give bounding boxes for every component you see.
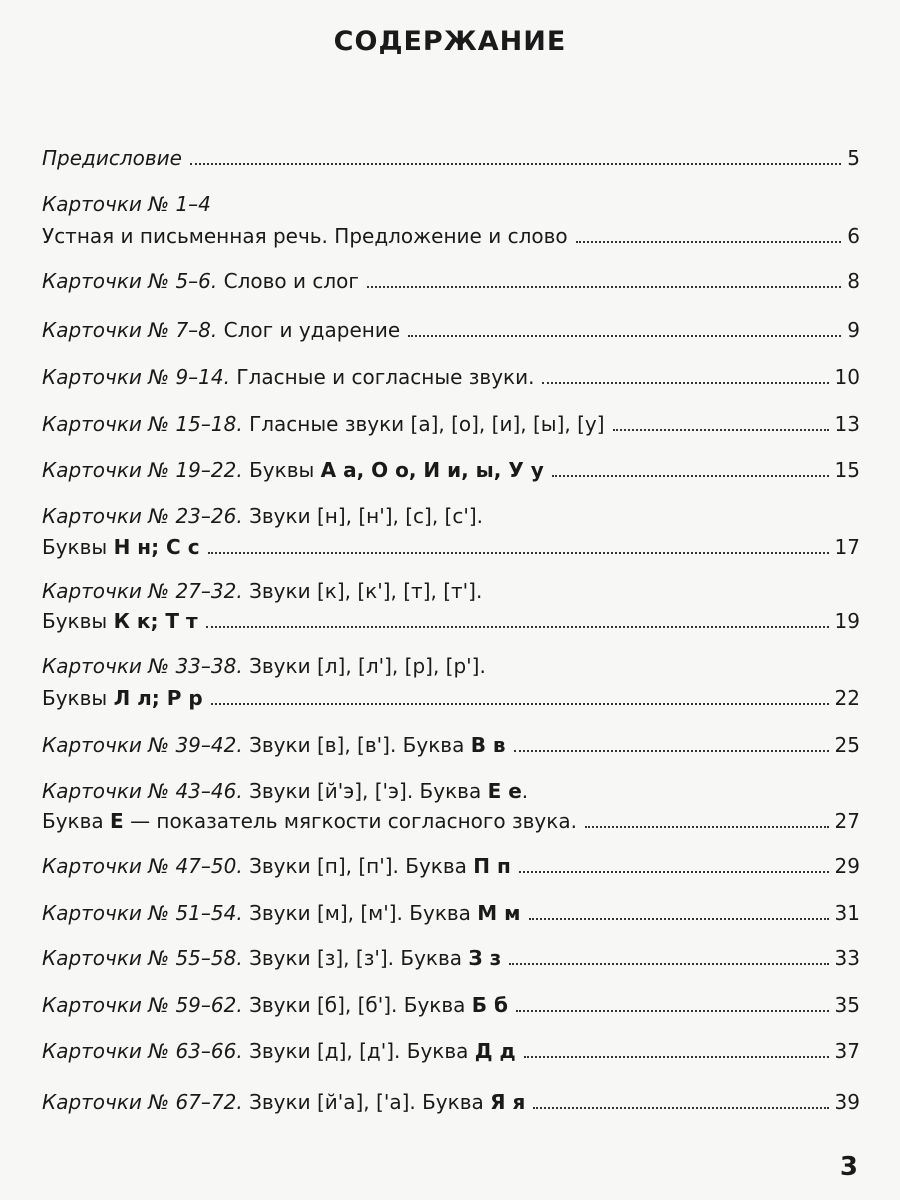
toc-entry-text: Буква [42, 809, 104, 833]
toc-page-number: 22 [834, 686, 860, 710]
toc-entry-letters: Д д [474, 1039, 516, 1063]
toc-entry-cards-55-58 [42, 945, 860, 971]
dot-leader [206, 626, 829, 628]
toc-entry-card-range: Карточки № 5–6. [42, 269, 218, 293]
toc-page-number: 9 [847, 318, 860, 342]
toc-entry-cards-27-32-heading [42, 578, 860, 604]
toc-entry-cards-1-4 [42, 223, 860, 249]
toc-entry-text: Слово и слог [223, 269, 359, 293]
dot-leader [524, 1056, 829, 1058]
toc-entry-text: Звуки [з], [з']. Буква [249, 946, 463, 970]
toc-entry-text: Устная и письменная речь. Предложение и слово [42, 224, 568, 248]
toc-page-number: 35 [834, 993, 860, 1017]
dot-leader [367, 286, 841, 288]
dot-leader [613, 429, 829, 431]
toc-entry-card-range: Карточки № 15–18. [42, 412, 243, 436]
toc-entry-card-range: Карточки № 1–4 [42, 192, 211, 216]
toc-entry-card-range: Карточки № 55–58. [42, 946, 243, 970]
toc-entry-text: — показатель мягкости согласного звука. [130, 809, 577, 833]
toc-entry-cards-47-50 [42, 853, 860, 879]
toc-entry-cards-5-6 [42, 268, 860, 294]
toc-entry-card-range: Карточки № 43–46. [42, 779, 243, 803]
toc-entry-text: Звуки [б], [б']. Буква [249, 993, 466, 1017]
toc-entry-cards-23-26 [42, 534, 860, 560]
toc-entry-card-range: Карточки № 7–8. [42, 318, 218, 342]
dot-leader [211, 703, 829, 705]
toc-entry-text: Звуки [п], [п']. Буква [249, 854, 467, 878]
toc-page-number: 15 [834, 458, 860, 482]
dot-leader [585, 826, 829, 828]
dot-leader [208, 552, 829, 554]
toc-entry-cards-15-18 [42, 411, 860, 437]
toc-entry-cards-39-42 [42, 732, 860, 758]
toc-entry-text: Буквы [42, 686, 108, 710]
toc-entry-title: Предисловие [42, 146, 182, 170]
dot-leader [514, 750, 829, 752]
toc-entry-letters: Л л; Р р [113, 686, 203, 710]
toc-entry-text: Звуки [й'э], ['э]. Буква [249, 779, 482, 803]
toc-entry-letters: Б б [471, 993, 508, 1017]
toc-page-number: 13 [834, 412, 860, 436]
toc-page-number: 19 [834, 609, 860, 633]
toc-entry-card-range: Карточки № 67–72. [42, 1090, 243, 1114]
toc-entry-card-range: Карточки № 51–54. [42, 901, 243, 925]
toc-page-number: 27 [834, 809, 860, 833]
toc-entry-card-range: Карточки № 23–26. [42, 504, 243, 528]
dot-leader [552, 475, 829, 477]
toc-entry-cards-33-38-heading [42, 653, 860, 679]
toc-entry-letters: М м [477, 901, 521, 925]
toc-entry-cards-27-32 [42, 608, 860, 634]
toc-entry-text: Буквы [42, 535, 108, 559]
toc-entry-text: Звуки [н], [н'], [с], [с']. [249, 504, 484, 528]
dot-leader [519, 871, 829, 873]
toc-page-number: 33 [834, 946, 860, 970]
toc-page-number: 5 [847, 146, 860, 170]
toc-entry-card-range: Карточки № 33–38. [42, 654, 243, 678]
toc-entry-letters: К к; Т т [113, 609, 198, 633]
page-number: 3 [839, 1152, 858, 1182]
toc-entry-cards-43-46-heading [42, 778, 860, 804]
toc-entry-card-range: Карточки № 39–42. [42, 733, 243, 757]
toc-entry-punct: . [521, 779, 529, 803]
toc-entry-text: Звуки [к], [к'], [т], [т']. [249, 579, 483, 603]
toc-entry-text: Звуки [л], [л'], [р], [р']. [249, 654, 486, 678]
toc-page-number: 37 [834, 1039, 860, 1063]
toc-entry-letters: Е е [487, 779, 522, 803]
toc-entry-text: Звуки [в], [в']. Буква [249, 733, 465, 757]
toc-entry-letters: Е [110, 809, 124, 833]
toc-entry-card-range: Карточки № 59–62. [42, 993, 243, 1017]
toc-entry-cards-67-72 [42, 1089, 860, 1115]
toc-entry-cards-59-62 [42, 992, 860, 1018]
toc-entry-cards-23-26-heading [42, 503, 860, 529]
toc-entry-text: Звуки [м], [м']. Буква [249, 901, 471, 925]
toc-entry-card-range: Карточки № 9–14. [42, 365, 230, 389]
toc-entry-letters: Я я [490, 1090, 526, 1114]
toc-entry-text: Гласные звуки [а], [о], [и], [ы], [у] [249, 412, 605, 436]
toc-page-number: 10 [834, 365, 860, 389]
toc-page-number: 39 [834, 1090, 860, 1114]
toc-entry-card-range: Карточки № 27–32. [42, 579, 243, 603]
toc-entry-text: Гласные и согласные звуки. [236, 365, 535, 389]
dot-leader [533, 1107, 828, 1109]
toc-page-number: 29 [834, 854, 860, 878]
dot-leader [408, 335, 841, 337]
toc-entry-text: Буквы [42, 609, 108, 633]
toc-page-number: 6 [847, 224, 860, 248]
toc-entry-letters: З з [468, 946, 502, 970]
toc-entry-cards-19-22 [42, 457, 860, 483]
toc-entry-cards-1-4-heading [42, 191, 860, 217]
dot-leader [542, 382, 828, 384]
dot-leader [190, 163, 841, 165]
toc-entry-text: Звуки [д], [д']. Буква [249, 1039, 469, 1063]
toc-page-number: 25 [834, 733, 860, 757]
toc-entry-cards-33-38 [42, 685, 860, 711]
toc-entry-cards-9-14 [42, 364, 860, 390]
toc-entry-cards-63-66 [42, 1038, 860, 1064]
dot-leader [576, 241, 842, 243]
toc-entry-card-range: Карточки № 63–66. [42, 1039, 243, 1063]
toc-entry-cards-43-46 [42, 808, 860, 834]
toc-entry-letters: Н н; С с [113, 535, 200, 559]
toc-entry-card-range: Карточки № 19–22. [42, 458, 243, 482]
toc-entry-preface [42, 145, 860, 171]
toc-entry-letters: В в [470, 733, 506, 757]
toc-entry-text: Звуки [й'а], ['а]. Буква [249, 1090, 484, 1114]
toc-page-number: 31 [834, 901, 860, 925]
dot-leader [509, 963, 828, 965]
toc-entry-cards-7-8 [42, 317, 860, 343]
toc-entry-text: Буквы [249, 458, 315, 482]
toc-entry-letters: А а, О о, И и, ы, У у [320, 458, 544, 482]
page-title: СОДЕРЖАНИЕ [333, 26, 567, 57]
dot-leader [516, 1010, 829, 1012]
toc-entry-text: Слог и ударение [223, 318, 401, 342]
dot-leader [529, 918, 829, 920]
toc-entry-letters: П п [473, 854, 511, 878]
toc-entry-card-range: Карточки № 47–50. [42, 854, 243, 878]
toc-entry-cards-51-54 [42, 900, 860, 926]
toc-page-number: 17 [834, 535, 860, 559]
toc-page-number: 8 [847, 269, 860, 293]
